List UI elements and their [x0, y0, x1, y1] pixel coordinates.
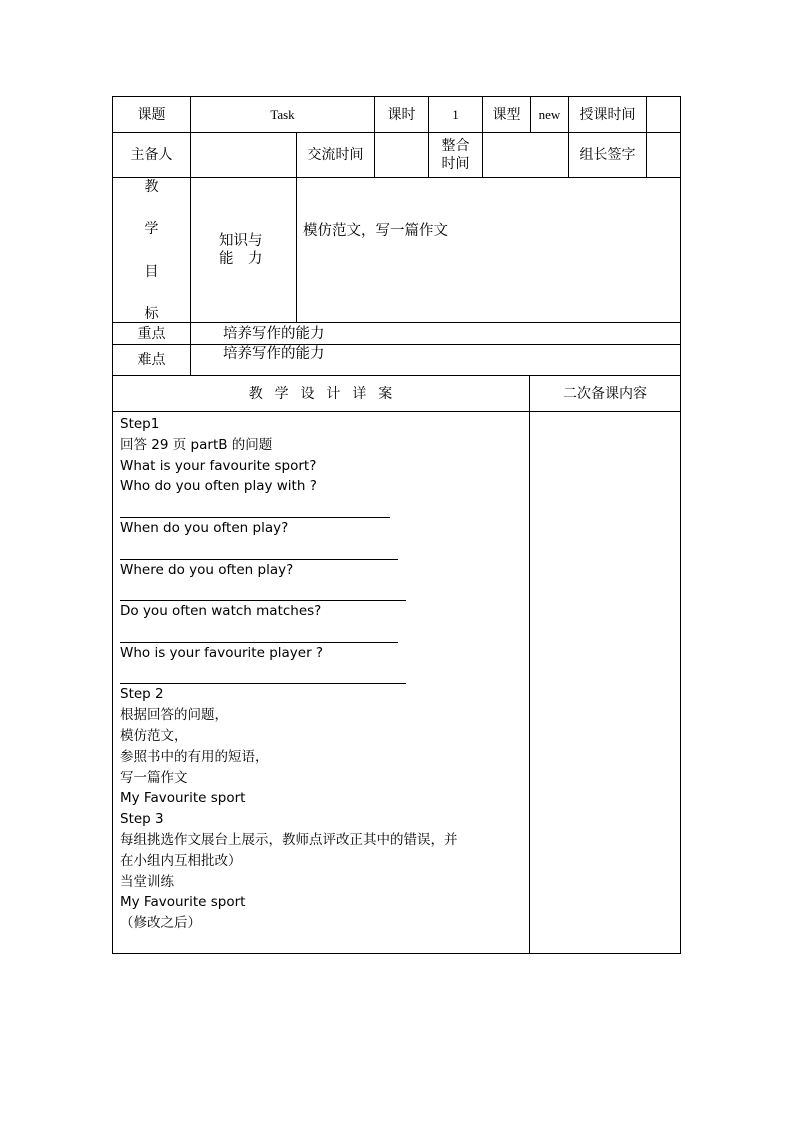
- integrate-time-value: [483, 133, 568, 177]
- design-line: When do you often play?: [120, 519, 289, 536]
- design-heading: 教 学 设 计 详 案: [248, 385, 394, 402]
- integrate-time-label: [429, 133, 482, 177]
- goal-char: 标: [144, 305, 159, 322]
- design-line: Step 2: [120, 686, 164, 703]
- difficulty-label: 难点: [137, 352, 166, 368]
- goal-category-line2: 能 力: [219, 251, 263, 267]
- key-point-label: 重点: [137, 325, 166, 342]
- exchange-time-value: [375, 133, 428, 177]
- time-label: 授课时间: [579, 106, 636, 123]
- answer-blank-line: [120, 539, 528, 560]
- exchange-time-label: 交流时间: [307, 147, 364, 163]
- secondary-prep-heading: 二次备课内容: [563, 385, 647, 402]
- type-value: new: [538, 106, 561, 122]
- leader-signature-label: 组长签字: [579, 147, 636, 163]
- design-line: Step 3: [120, 811, 164, 828]
- design-line: My Favourite sport: [120, 894, 246, 911]
- design-line: Who is your favourite player ?: [120, 644, 324, 661]
- goal-category-line1: 知识与: [219, 233, 263, 249]
- design-line: 写一篇作文: [120, 769, 188, 786]
- design-line: 在小组内互相批改）: [120, 852, 242, 869]
- goal-char: 目: [144, 263, 159, 280]
- design-line: 参照书中的有用的短语，: [120, 748, 269, 765]
- design-line: （修改之后）: [120, 915, 201, 932]
- underline: [120, 539, 398, 560]
- design-line: 当堂训练: [120, 873, 174, 890]
- design-content: [120, 414, 528, 934]
- key-point-value: 培养写作的能力: [223, 325, 325, 342]
- subject-value: Task: [270, 106, 295, 122]
- design-line: Step1: [120, 416, 160, 432]
- goal-content: 模仿范文，写一篇作文: [303, 223, 448, 239]
- difficulty-value: 培养写作的能力: [223, 346, 325, 362]
- period-label: 课时: [387, 106, 416, 123]
- design-line: Where do you often play?: [120, 561, 294, 578]
- underline: [120, 622, 398, 643]
- time-value: [647, 97, 680, 132]
- answer-blank-line: [120, 580, 528, 601]
- design-line: What is your favourite sport?: [120, 457, 317, 474]
- underline: [120, 497, 390, 518]
- subject-label: 课题: [137, 106, 166, 123]
- secondary-prep-content: [530, 412, 680, 953]
- teaching-goals-label: [113, 178, 190, 323]
- design-line: Who do you often play with ?: [120, 478, 317, 495]
- goal-char: 学: [144, 221, 159, 238]
- goal-char: 教: [144, 179, 159, 195]
- preparer-label: 主备人: [130, 147, 173, 163]
- leader-signature-value: [647, 133, 680, 177]
- answer-blank-line: [120, 622, 528, 643]
- design-line: 每组挑选作文展台上展示，教师点评改正其中的错误，并: [120, 831, 458, 848]
- goal-category: [191, 178, 296, 322]
- integrate-label-line1: 整合: [441, 138, 470, 154]
- design-line: 模仿范文，: [120, 727, 188, 744]
- type-label: 课型: [492, 106, 521, 123]
- underline: [120, 580, 406, 601]
- period-value: 1: [452, 106, 459, 122]
- integrate-label-line2: 时间: [441, 156, 470, 172]
- answer-blank-line: [120, 664, 528, 685]
- answer-blank-line: [120, 497, 528, 518]
- design-line: Do you often watch matches?: [120, 603, 322, 620]
- underline: [120, 664, 406, 685]
- design-line: 根据回答的问题，: [120, 707, 228, 724]
- design-line: My Favourite sport: [120, 790, 246, 807]
- preparer-value: [191, 133, 296, 177]
- design-line: 回答 29 页 partB 的问题: [120, 436, 273, 453]
